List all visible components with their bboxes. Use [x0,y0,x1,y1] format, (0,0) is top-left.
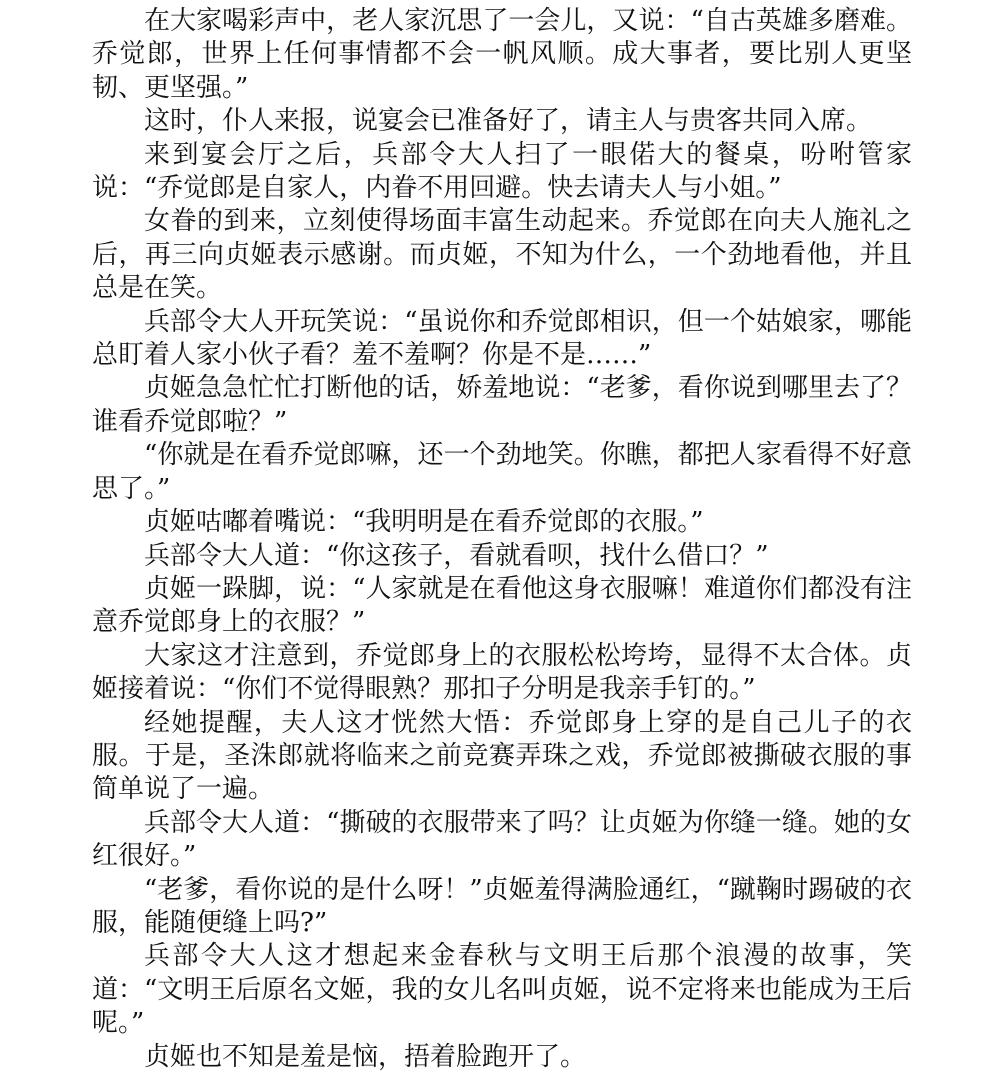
paragraph-5: 兵部令大人开玩笑说：“虽说你和乔觉郎相识，但一个姑娘家，哪能总盯着人家小伙子看？羞不羞啊？你是不是……” [92,306,912,371]
paragraph-15: 兵部令大人这才想起来金春秋与文明王后那个浪漫的故事，笑道：“文明王后原名文姬，我的女儿名叫贞姬，说不定将来也能成为王后呢。” [92,941,912,1039]
paragraph-8: 贞姬咕嘟着嘴说：“我明明是在看乔觉郎的衣服。” [144,507,704,538]
paragraph-7: “你就是在看乔觉郎嘛，还一个劲地笑。你瞧，都把人家看得不好意思了。” [92,440,912,504]
paragraph-11: 大家这才注意到，乔觉郎身上的衣服松松垮垮，显得不太合体。贞姬接着说：“你们不觉得眼熟？那扣子分明是我亲手钉的。” [92,640,912,705]
paragraph-4: 女眷的到来，立刻使得场面丰富生动起来。乔觉郎在向夫人施礼之后，再三向贞姬表示感谢。而贞姬，不知为什么，一个劲地看他，并且总是在笑。 [92,206,912,304]
paragraph-1: 在大家喝彩声中，老人家沉思了一会儿，又说：“自古英雄多磨难。乔觉郎，世界上任何事情都不会一帆风顺。成大事者，要比别人更坚韧、更坚强。” [92,6,912,103]
paragraph-10: 贞姬一跺脚，说：“人家就是在看他这身衣服嘛！难道你们都没有注意乔觉郎身上的衣服？” [92,573,912,638]
paragraph-9: 兵部令大人道：“你这孩子，看就看呗，找什么借口？” [144,540,769,571]
paragraph-2: 这时，仆人来报，说宴会已准备好了，请主人与贵客共同入席。 [144,106,873,137]
paragraph-13: 兵部令大人道：“撕破的衣服带来了吗？让贞姬为你缝一缝。她的女红很好。” [92,807,912,872]
paragraph-14: “老爹，看你说的是什么呀！”贞姬羞得满脸通红，“蹴鞠时踢破的衣服，能随便缝上吗?” [92,874,912,938]
paragraph-12: 经她提醒，夫人这才恍然大悟：乔觉郎身上穿的是自己儿子的衣服。于是，圣洙郎就将临来之前竞赛弄珠之戏，乔觉郎被撕破衣服的事简单说了一遍。 [92,707,912,805]
document-page [92,5,912,1074]
paragraph-6: 贞姬急急忙忙打断他的话，娇羞地说：“老爹，看你说到哪里去了？谁看乔觉郎啦？” [92,373,912,437]
paragraph-3: 来到宴会厅之后，兵部令大人扫了一眼偌大的餐桌，吩咐管家说：“乔觉郎是自家人，内眷不用回避。快去请夫人与小姐。” [92,139,912,204]
paragraph-16: 贞姬也不知是羞是恼，捂着脸跑开了。 [144,1041,587,1072]
